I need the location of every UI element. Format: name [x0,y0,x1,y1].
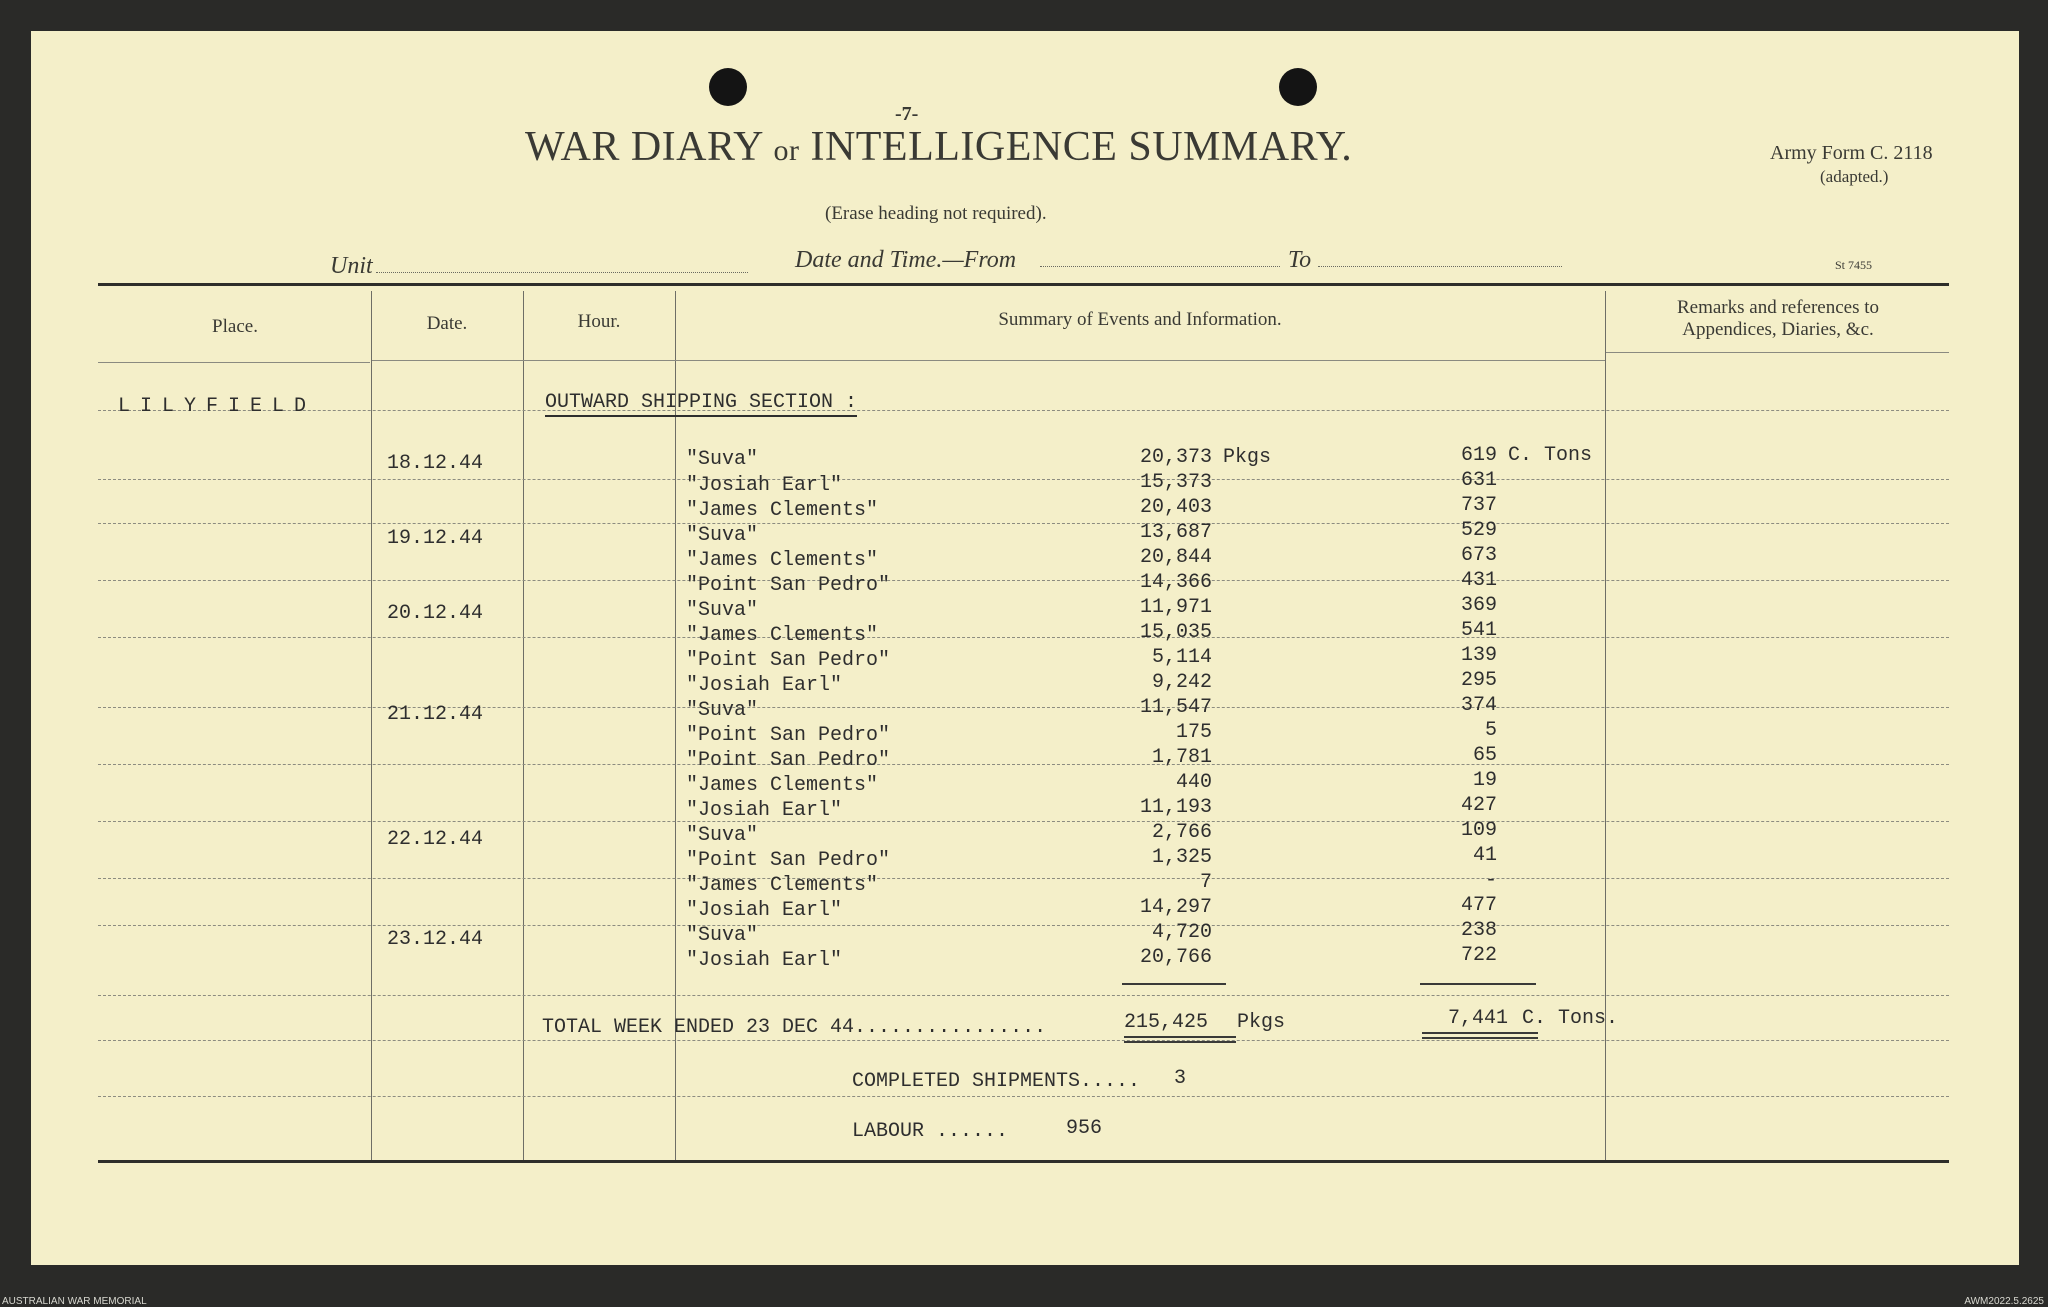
ruled-line [98,925,1949,926]
ruled-line [98,707,1949,708]
ship-name: "Josiah Earl" [686,674,843,697]
ship-name: "Suva" [686,448,759,471]
title-or: or [773,134,800,167]
ship-name: "Suva" [686,824,759,847]
header-separator [1606,352,1949,353]
ship-name: "James Clements" [686,499,879,522]
subtitle: (Erase heading not required). [825,203,1047,224]
ship-tons: 369 [1460,594,1497,617]
ruled-line [98,878,1949,879]
to-field [1318,266,1562,267]
sum-rule [1122,983,1226,985]
title-right: INTELLIGENCE SUMMARY. [810,124,1353,170]
ship-packages: 440 [1175,771,1212,794]
ruled-line [98,637,1949,638]
ship-packages: 20,766 [1139,946,1212,969]
ship-tons: 139 [1460,644,1497,667]
ship-name: "Josiah Earl" [686,799,843,822]
ship-tons: 41 [1472,844,1497,867]
completed-shipments-value: 3 [1174,1067,1187,1090]
ship-tons: 374 [1460,694,1497,717]
ship-name: "Suva" [686,524,759,547]
ship-packages: 7 [1199,871,1212,894]
ship-name: "Point San Pedro" [686,724,891,747]
ship-packages: 1,325 [1151,846,1212,869]
ship-packages: 15,035 [1139,621,1212,644]
total-packages-unit: Pkgs [1237,1011,1286,1034]
ship-tons: - [1484,869,1497,892]
ship-name: "Suva" [686,699,759,722]
ship-tons: 295 [1460,669,1497,692]
page-title [525,123,1352,171]
ruled-line [98,821,1949,822]
punch-hole [1279,68,1317,106]
ship-packages: 14,297 [1139,896,1212,919]
column-divider [371,291,372,1160]
army-form-number: Army Form C. 2118 [1770,142,1933,164]
sum-rule [1420,983,1536,985]
ship-name: "Suva" [686,599,759,622]
ruled-line [98,995,1949,996]
total-tons-unit: C. Tons. [1522,1007,1619,1030]
ship-packages: 20,373 [1139,446,1212,469]
ship-name: "Point San Pedro" [686,749,891,772]
top-rule [98,283,1949,286]
ship-packages: 9,242 [1151,671,1212,694]
ship-tons: 529 [1460,519,1497,542]
ship-name: "James Clements" [686,624,879,647]
ship-name: "Point San Pedro" [686,574,891,597]
date-time-label: Date and Time.—From [795,247,1017,273]
ship-name: "James Clements" [686,874,879,897]
archive-reference: AWM2022.5.2625 [1964,1296,2044,1307]
column-header-hour: Hour. [577,311,621,332]
punch-hole [709,68,747,106]
ship-packages: 11,193 [1139,796,1212,819]
ship-name: "Josiah Earl" [686,899,843,922]
total-label: TOTAL WEEK ENDED 23 DEC 44................ [542,1016,1047,1039]
date-entry: 19.12.44 [387,527,484,550]
header-separator [372,360,1605,361]
ship-tons: 673 [1460,544,1497,567]
column-divider [523,291,524,1160]
ship-packages: 11,971 [1139,596,1212,619]
ship-packages: 20,844 [1139,546,1212,569]
ship-packages: 5,114 [1151,646,1212,669]
ship-tons: 5 [1484,719,1497,742]
unit-field [376,272,748,273]
ship-tons: 631 [1460,469,1497,492]
stock-number: St 7455 [1835,258,1873,272]
column-header-place: Place. [212,316,258,337]
date-entry: 23.12.44 [387,928,484,951]
page-number: -7- [895,103,919,125]
ruled-line [98,764,1949,765]
ship-tons: 109 [1460,819,1497,842]
ship-name: "James Clements" [686,549,879,572]
bottom-rule [98,1160,1949,1163]
place-name: LILYFIELD [118,395,317,418]
ship-tons: 19 [1472,769,1497,792]
ship-name: "Josiah Earl" [686,949,843,972]
ship-packages: 2,766 [1151,821,1212,844]
total-underline [1422,1037,1538,1039]
ship-tons: 427 [1460,794,1497,817]
title-left: WAR DIARY [525,124,763,170]
archive-credit: AUSTRALIAN WAR MEMORIAL [2,1296,147,1307]
unit-label: Unit [330,253,373,279]
total-underline [1422,1032,1538,1034]
completed-shipments-label: COMPLETED SHIPMENTS..... [852,1070,1141,1093]
ship-packages: 1,781 [1151,746,1212,769]
ruled-line [98,479,1949,480]
ship-name: "James Clements" [686,774,879,797]
ruled-line [98,1096,1949,1097]
date-entry: 22.12.44 [387,828,484,851]
ruled-line [98,410,1949,411]
ship-tons: 722 [1460,944,1497,967]
ruled-line [98,1040,1949,1041]
column-header-summary: Summary of Events and Information. [998,309,1282,330]
date-entry: 18.12.44 [387,452,484,475]
ship-name: "Josiah Earl" [686,474,843,497]
section-title: OUTWARD SHIPPING SECTION : [545,391,857,417]
ship-packages: 13,687 [1139,521,1212,544]
ship-tons: 65 [1472,744,1497,767]
ruled-line [98,523,1949,524]
total-tons: 7,441 [1448,1007,1509,1030]
ship-packages: 11,547 [1139,696,1212,719]
adapted-note: (adapted.) [1820,167,1889,186]
ship-name: "Point San Pedro" [686,849,891,872]
total-underline [1124,1041,1236,1043]
labour-value: 956 [1066,1117,1103,1140]
ship-packages: 175 [1175,721,1212,744]
to-label: To [1288,247,1312,273]
ruled-line [98,580,1949,581]
date-entry: 20.12.44 [387,602,484,625]
tons-unit: C. Tons [1508,444,1593,467]
ship-tons: 431 [1460,569,1497,592]
ship-tons: 619 [1460,444,1497,467]
ship-tons: 238 [1460,919,1497,942]
date-entry: 21.12.44 [387,703,484,726]
column-header-date: Date. [426,313,468,334]
packages-unit: Pkgs [1223,446,1272,469]
ship-packages: 15,373 [1139,471,1212,494]
ship-name: "Suva" [686,924,759,947]
ship-packages: 14,366 [1139,571,1212,594]
ship-tons: 541 [1460,619,1497,642]
from-field [1040,266,1280,267]
ship-packages: 20,403 [1139,496,1212,519]
header-separator [98,362,370,363]
total-underline [1124,1036,1236,1038]
ship-tons: 737 [1460,494,1497,517]
column-header-remarks: Remarks and references to Appendices, Diaries, &c. [1676,297,1880,340]
labour-label: LABOUR ...... [852,1120,1009,1143]
ship-tons: 477 [1460,894,1497,917]
ship-packages: 4,720 [1151,921,1212,944]
ship-name: "Point San Pedro" [686,649,891,672]
total-packages: 215,425 [1124,1011,1209,1034]
